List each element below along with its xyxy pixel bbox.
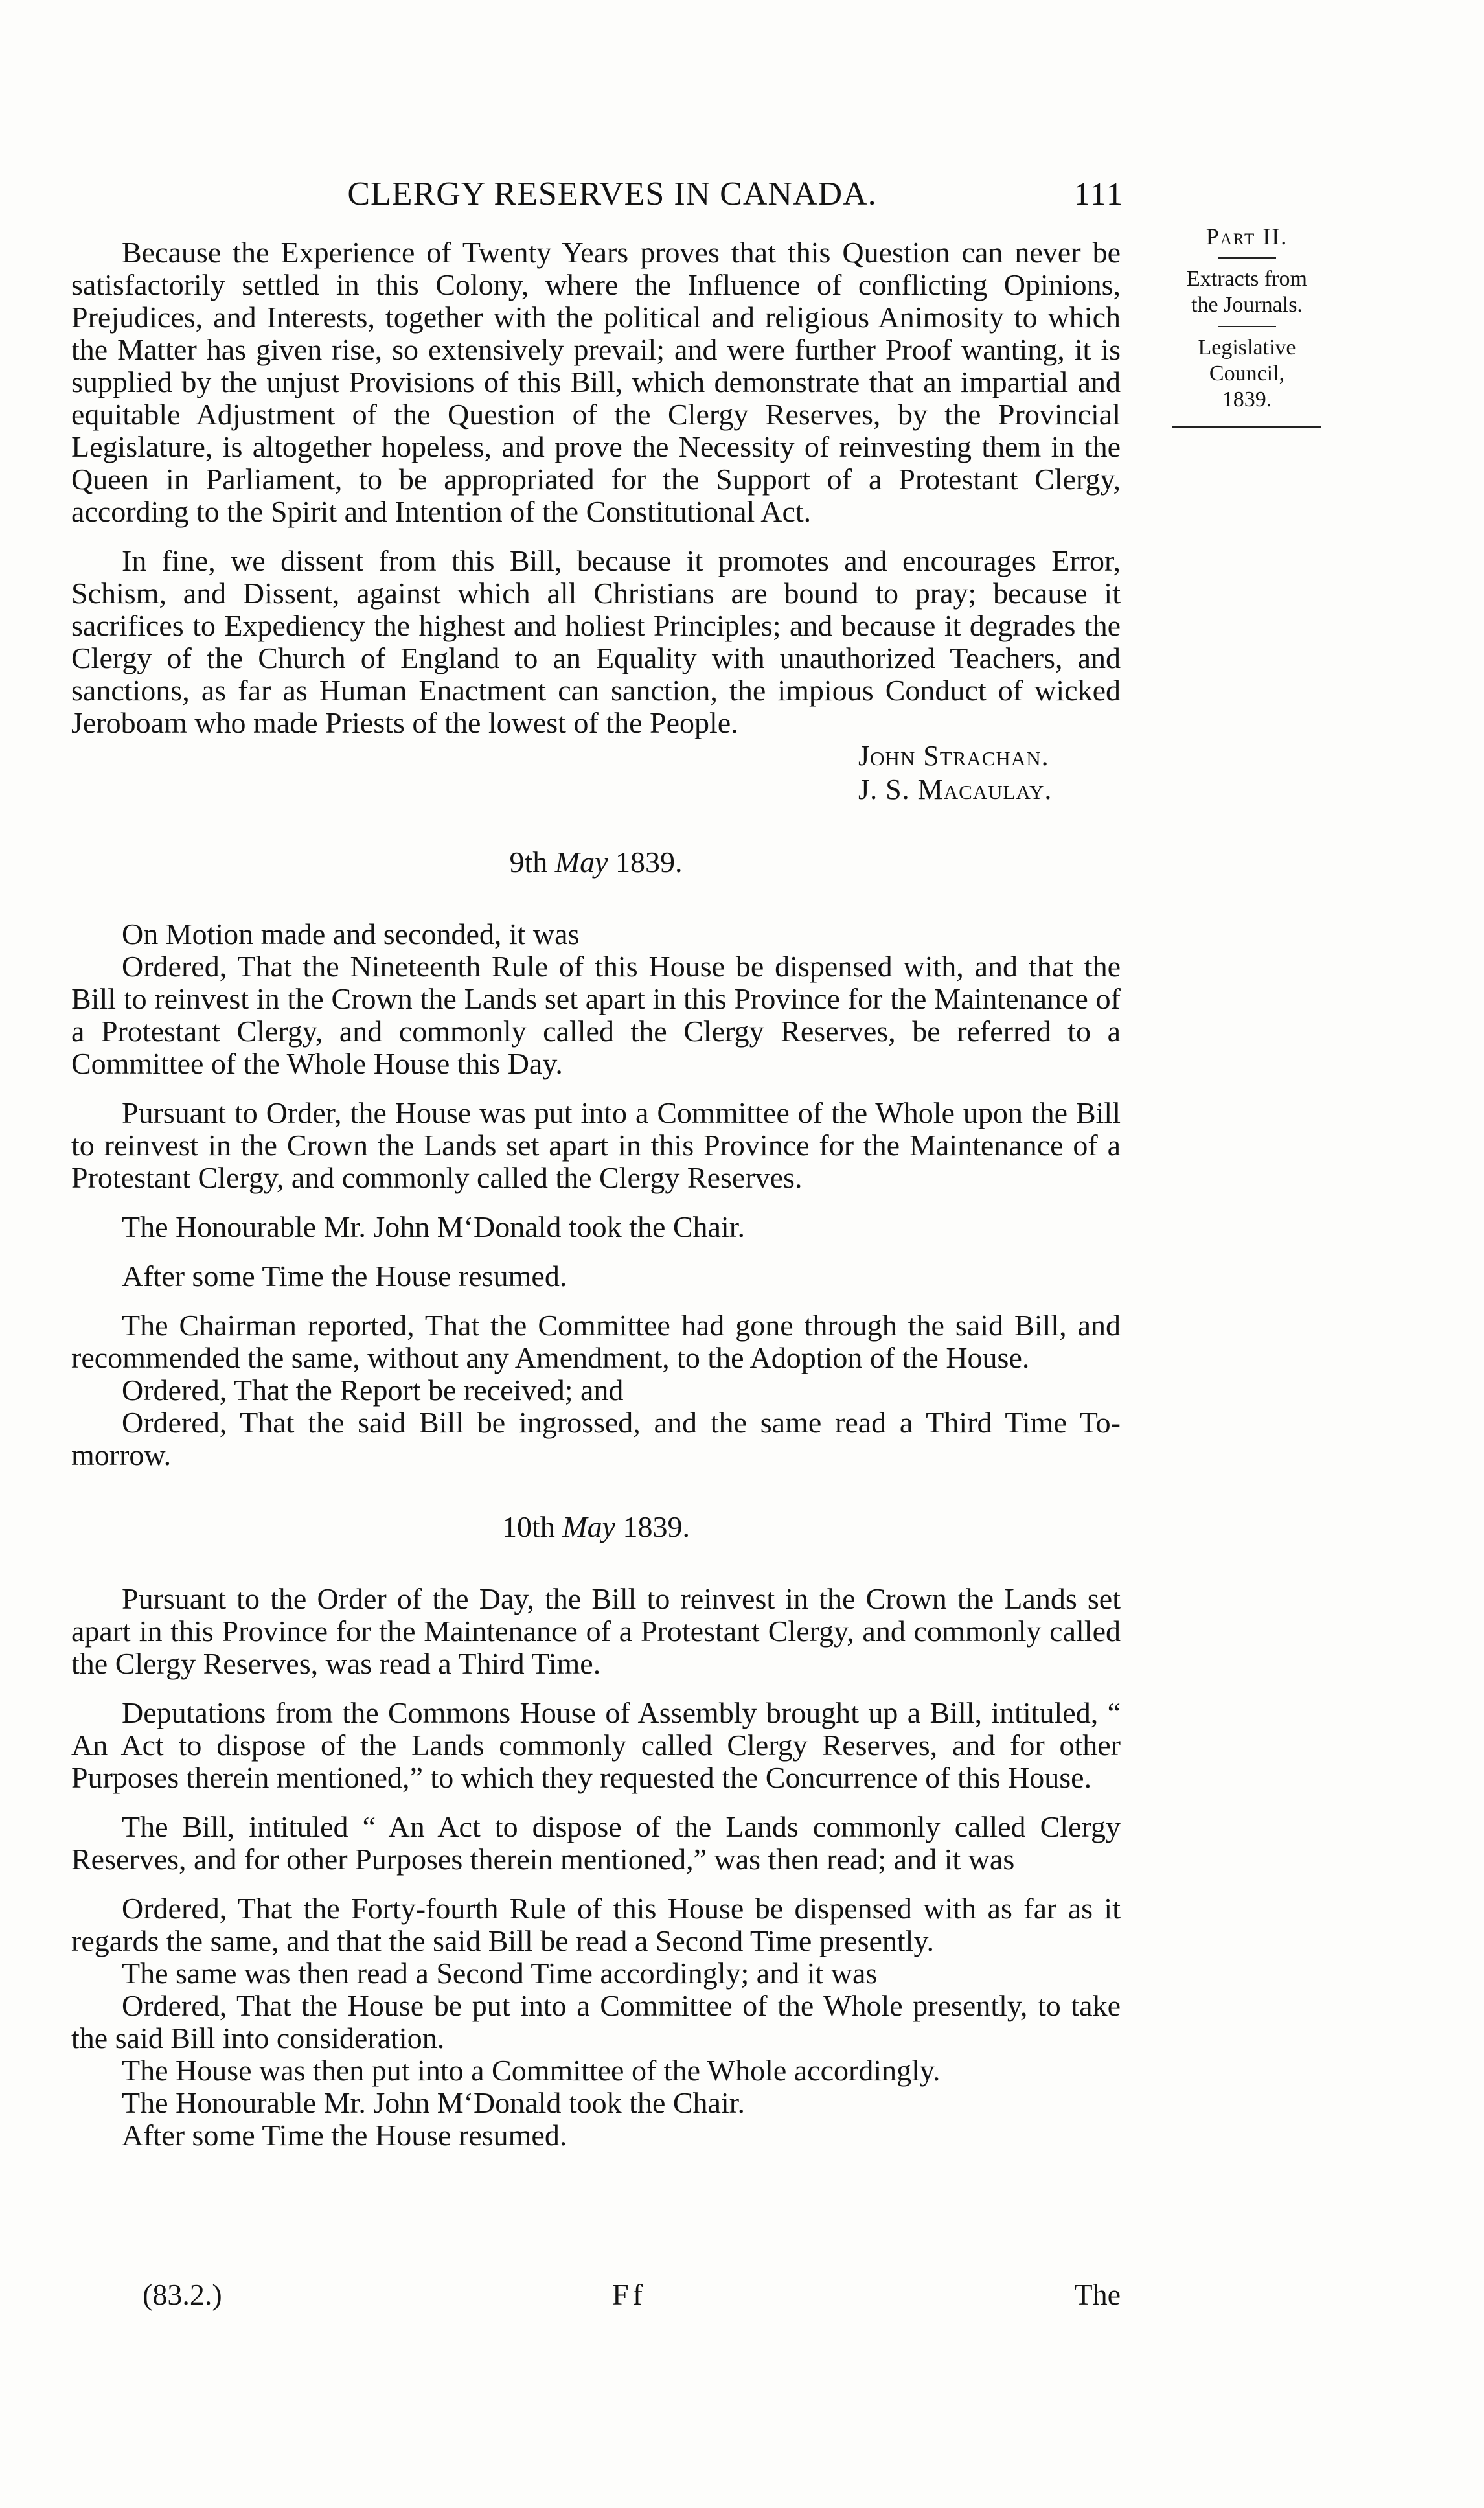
signature: J. S. Macaulay. <box>858 774 1053 805</box>
date-year: 1839. <box>622 1510 691 1543</box>
date-heading <box>71 1509 1121 1545</box>
date-month: May <box>554 846 608 879</box>
sheet-signature: Ff <box>612 2278 646 2311</box>
paragraph: Ordered, That the Forty-fourth Rule of this House be dispensed with as far as it regards the same, and that the said Bill be read a Second Time presently. <box>71 1892 1121 1957</box>
main-text <box>71 236 1121 2152</box>
signature-mark: (83.2.) <box>143 2278 222 2311</box>
paragraph: On Motion made and seconded, it was <box>122 917 580 950</box>
paragraph: After some Time the House resumed. <box>122 2119 567 2152</box>
margin-line: Extracts from <box>1187 267 1307 291</box>
margin-line: 1839. <box>1222 387 1272 411</box>
margin-line: Council, <box>1209 362 1285 385</box>
paragraph: Pursuant to Order, the House was put into a Committee of the Whole upon the Bill to reinvest in the Crown the Lands set apart in this Province for the Maintenance of a Protestant Clergy, and commonly called the Clergy Reserves. <box>71 1096 1121 1194</box>
paragraph: The Chairman reported, That the Committee had gone through the said Bill, and recommended the same, without any Amendment, to the Adoption of the House. <box>71 1309 1121 1374</box>
catchword: The <box>1074 2278 1121 2311</box>
paragraph: Ordered, That the Nineteenth Rule of this House be dispensed with, and that the Bill to reinvest in the Crown the Lands set apart in this Province for the Maintenance of a Protestant Clergy, and commonly called the Clergy Reserves, be referred to a Committee of the Whole House this Day. <box>71 950 1121 1080</box>
paragraph: Pursuant to the Order of the Day, the Bill to reinvest in the Crown the Lands set apart in this Province for the Maintenance of a Protestant Clergy, and commonly called the Clergy Reserves, was read a Third Time. <box>71 1582 1121 1680</box>
margin-line: the Journals. <box>1191 293 1303 317</box>
date-month: May <box>562 1510 616 1543</box>
paragraph: After some Time the House resumed. <box>122 1260 567 1293</box>
page-footer <box>143 2277 1121 2316</box>
margin-rule <box>1218 326 1276 327</box>
margin-rule <box>1218 257 1276 259</box>
date-year: 1839. <box>615 846 683 879</box>
paragraph: Ordered, That the House be put into a Committee of the Whole presently, to take the said Bill into consideration. <box>71 1989 1121 2054</box>
paragraph: The Bill, intituled “ An Act to dispose of the Lands commonly called Clergy Reserves, and for other Purposes therein mentioned,” was then read; and it was <box>71 1810 1121 1876</box>
paragraph: In fine, we dissent from this Bill, because it promotes and encourages Error, Schism, and Dissent, against which all Christians are bound to pray; because it sacrifices to Expediency the highest and holiest Principles; and because it degrades the Clergy of the Church of England to an Equality with unauthorized Teachers, and sanctions, as far as Human Enactment can sanction, the impious Conduct of wicked Jeroboam who made Priests of the lowest of the People. <box>71 544 1121 739</box>
paragraph: The House was then put into a Committee of the Whole accordingly. <box>122 2054 941 2087</box>
page-header <box>100 175 1124 220</box>
paragraph: Because the Experience of Twenty Years proves that this Question can never be satisfactorily settled in this Colony, where the Influence of conflicting Opinions, Prejudices, and Interests, together with the political and religious Animosity to which the Matter has given rise, so extensively prevail; and were further Proof wanting, it is supplied by the unjust Provisions of this Bill, which demonstrate that an impartial and equitable Adjustment of the Question of the Clergy Reserves, by the Provincial Legislature, is altogether hopeless, and prove the Necessity of reinvesting them in the Queen in Parliament, to be appropriated for the Support of a Protestant Clergy, according to the Spirit and Intention of the Constitutional Act. <box>71 236 1121 528</box>
margin-line: Legislative <box>1198 336 1296 360</box>
paragraph: The same was then read a Second Time accordingly; and it was <box>122 1957 878 1990</box>
page-number: 111 <box>1073 176 1124 212</box>
paragraph: Deputations from the Commons House of Assembly brought up a Bill, intituled, “ An Act to dispose of the Lands commonly called Clergy Reserves, and for other Purposes therein mentioned,” to which they requested the Concurrence of this House. <box>71 1696 1121 1794</box>
signature: John Strachan. <box>858 740 1049 772</box>
paragraph: The Honourable Mr. John M‘Donald took the Chair. <box>122 1210 746 1243</box>
date-heading <box>71 844 1121 880</box>
date-day: 9th <box>509 846 548 879</box>
margin-part-label: Part II. <box>1205 224 1288 249</box>
margin-note <box>1150 224 1344 428</box>
margin-rule-long <box>1172 426 1321 428</box>
running-title: CLERGY RESERVES IN CANADA. <box>347 176 877 213</box>
paragraph: Ordered, That the Report be received; and <box>122 1374 624 1407</box>
date-day: 10th <box>501 1510 555 1543</box>
paragraph: The Honourable Mr. John M‘Donald took the Chair. <box>122 2086 746 2119</box>
paragraph: Ordered, That the said Bill be ingrossed, and the same read a Third Time To-morrow. <box>71 1406 1121 1471</box>
